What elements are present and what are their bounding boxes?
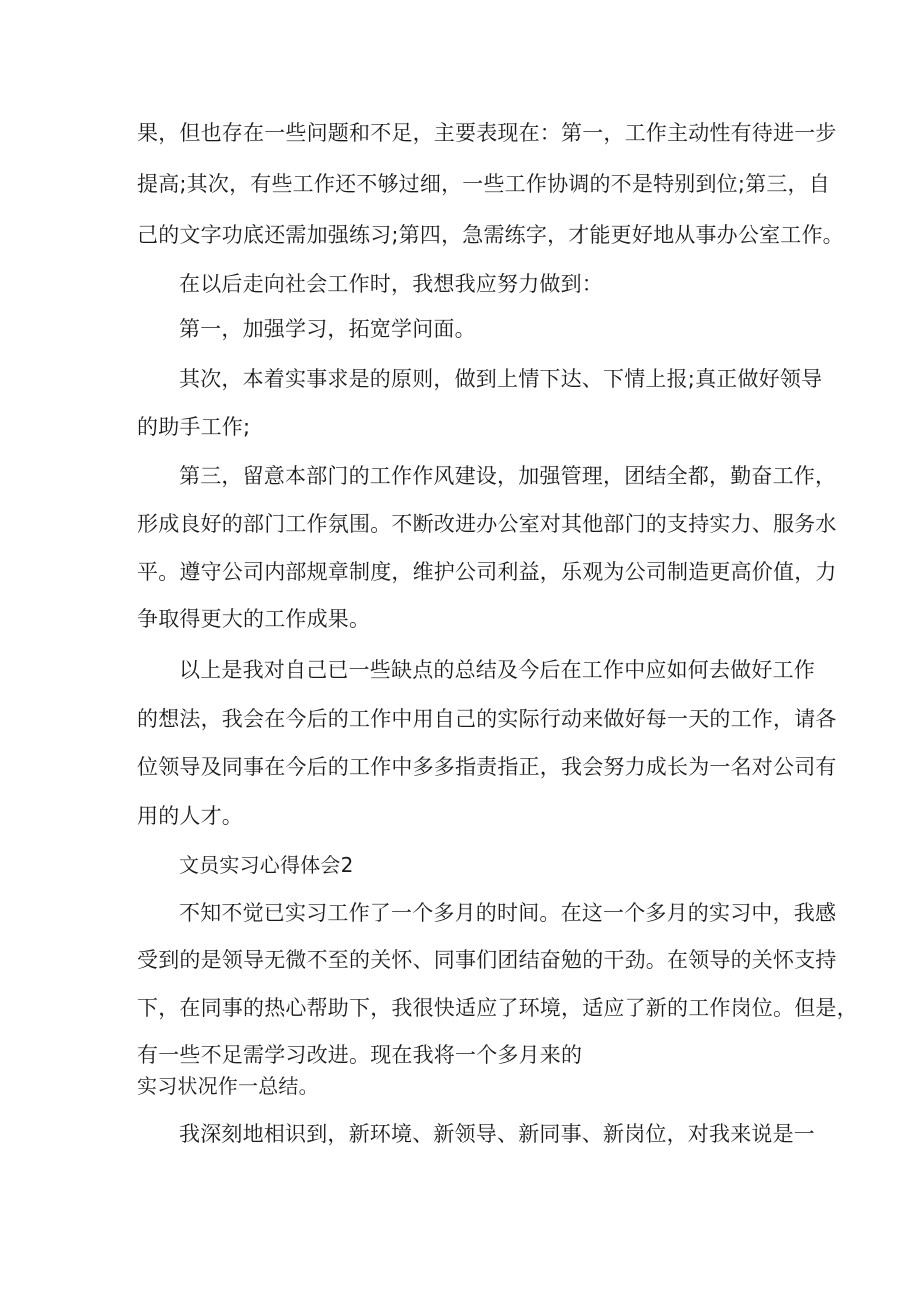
text-line-21: 实习状况作一总结。 [137, 1074, 319, 1098]
text-line-15: 用的人才。 [137, 804, 243, 828]
text-line-19: 下，在同事的热心帮助下，我很快适应了环境，适应了新的工作岗位。但是， [137, 996, 858, 1020]
text-line-11: 争取得更大的工作成果。 [137, 607, 371, 631]
text-line-22: 我深刻地相识到，新环境、新领导、新同事、新岗位，对我来说是一 [179, 1122, 815, 1146]
text-line-18: 受到的是领导无微不至的关怀、同事们团结奋勉的干劲。在领导的关怀支持 [137, 948, 837, 972]
text-line-13: 的想法，我会在今后的工作中用自己的实际行动来做好每一天的工作，请各 [137, 707, 837, 731]
text-line-9: 形成良好的部门工作氛围。不断改进办公室对其他部门的支持实力、服务水 [137, 512, 837, 536]
text-line-2: 提高;其次，有些工作还不够过细，一些工作协调的不是特别到位;第三，自 [137, 172, 830, 196]
text-line-12: 以上是我对自己已一些缺点的总结及今后在工作中应如何去做好工作 [179, 658, 815, 682]
text-line-4: 在以后走向社会工作时，我想我应努力做到： [179, 272, 603, 296]
text-line-3: 己的文字功底还需加强练习;第四，急需练字，才能更好地从事办公室工作。 [137, 223, 844, 247]
text-line-5: 第一，加强学习，拓宽学问面。 [179, 317, 476, 341]
text-line-20: 有一些不足需学习改进。现在我将一个多月来的 [137, 1043, 583, 1067]
text-line-7: 的助手工作; [137, 415, 251, 439]
text-line-1: 果，但也存在一些问题和不足，主要表现在：第一，工作主动性有待进一步 [137, 121, 837, 145]
text-line-14: 位领导及同事在今后的工作中多多指责指正，我会努力成长为一名对公司有 [137, 755, 837, 779]
text-line-8: 第三，留意本部门的工作作风建设，加强管理，团结全都，勤奋工作， [179, 464, 837, 488]
section-heading: 文员实习心得体会2 [179, 853, 354, 877]
text-line-6: 其次，本着实事求是的原则，做到上情下达、下情上报;真正做好领导 [179, 367, 823, 391]
text-line-17: 不知不觉已实习工作了一个多月的时间。在这一个多月的实习中，我感 [179, 901, 837, 925]
text-line-10: 平。遵守公司内部规章制度，维护公司利益，乐观为公司制造更高价值，力 [137, 560, 837, 584]
